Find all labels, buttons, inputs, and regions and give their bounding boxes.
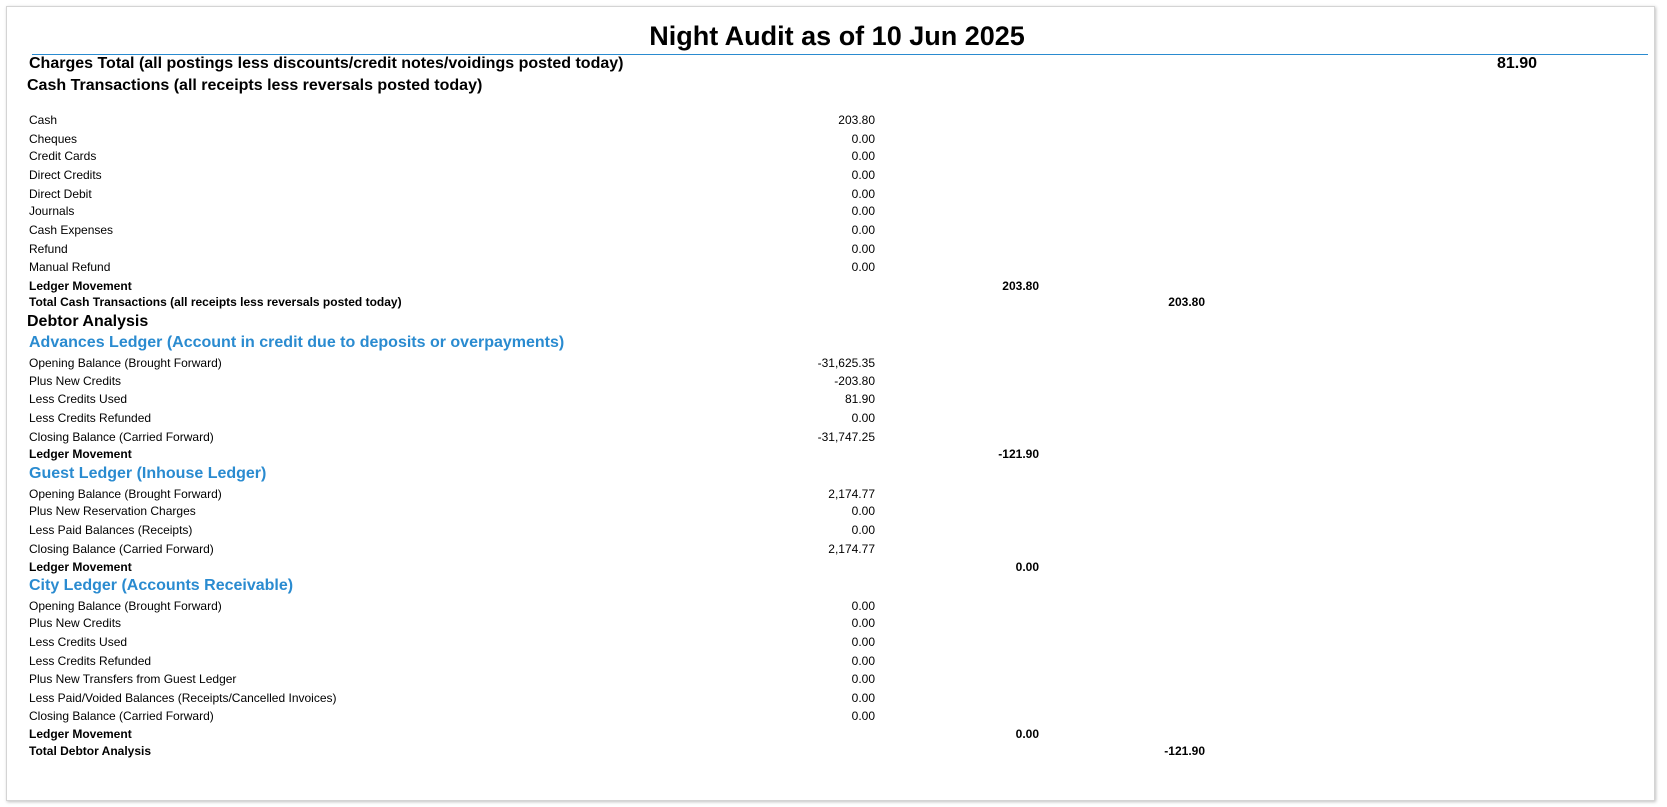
city-ledger-heading: City Ledger (Accounts Receivable) [29, 577, 294, 594]
guest-new-charges-label: Plus New Reservation Charges [29, 504, 196, 518]
city-new-credits-value: 0.00 [851, 616, 875, 630]
advances-ledger-movement-label: Ledger Movement [29, 447, 132, 461]
cash-expenses-value: 0.00 [851, 223, 875, 237]
city-ledger-movement-label: Ledger Movement [29, 727, 132, 741]
charges-total-value: 81.90 [1496, 55, 1537, 72]
city-closing-label: Closing Balance (Carried Forward) [29, 709, 214, 723]
guest-closing-value: 2,174.77 [828, 542, 875, 556]
city-transfers-value: 0.00 [851, 672, 875, 686]
advances-new-credits-value: -203.80 [834, 374, 875, 388]
guest-paid-balances-label: Less Paid Balances (Receipts) [29, 523, 193, 537]
city-ledger-movement-value: 0.00 [1015, 727, 1039, 741]
cash-transactions-heading: Cash Transactions (all receipts less reversals posted today) [27, 77, 483, 94]
cash-ledger-movement-value: 203.80 [1002, 279, 1039, 293]
guest-ledger-heading: Guest Ledger (Inhouse Ledger) [29, 465, 267, 482]
city-transfers-label: Plus New Transfers from Guest Ledger [29, 672, 237, 686]
city-credits-used-label: Less Credits Used [29, 635, 128, 649]
city-closing-value: 0.00 [851, 709, 875, 723]
debtor-total-label: Total Debtor Analysis [29, 744, 152, 758]
city-paid-voided-value: 0.00 [851, 691, 875, 705]
advances-credits-used-label: Less Credits Used [29, 392, 128, 406]
cheques-value: 0.00 [851, 132, 875, 146]
advances-ledger-movement-value: -121.90 [998, 447, 1039, 461]
guest-opening-value: 2,174.77 [828, 487, 875, 501]
credit-cards-value: 0.00 [851, 149, 875, 163]
city-new-credits-label: Plus New Credits [29, 616, 122, 630]
manual-refund-value: 0.00 [851, 260, 875, 274]
cash-total-label: Total Cash Transactions (all receipts less reversals posted today) [29, 295, 402, 309]
advances-new-credits-label: Plus New Credits [29, 374, 122, 388]
charges-total-label: Charges Total (all postings less discounts/credit notes/voidings posted today) [29, 55, 624, 72]
cash-label: Cash [29, 113, 58, 127]
advances-closing-value: -31,747.25 [817, 430, 875, 444]
guest-closing-label: Closing Balance (Carried Forward) [29, 542, 214, 556]
direct-credits-label: Direct Credits [29, 168, 102, 182]
cash-expenses-label: Cash Expenses [29, 223, 114, 237]
city-credits-used-value: 0.00 [851, 635, 875, 649]
guest-ledger-movement-value: 0.00 [1015, 560, 1039, 574]
guest-ledger-movement-label: Ledger Movement [29, 560, 132, 574]
advances-credits-refunded-label: Less Credits Refunded [29, 411, 152, 425]
city-credits-refunded-value: 0.00 [851, 654, 875, 668]
advances-opening-value: -31,625.35 [817, 356, 875, 370]
refund-value: 0.00 [851, 242, 875, 256]
direct-credits-value: 0.00 [851, 168, 875, 182]
guest-new-charges-value: 0.00 [851, 504, 875, 518]
cheques-label: Cheques [29, 132, 78, 146]
advances-opening-label: Opening Balance (Brought Forward) [29, 356, 222, 370]
city-opening-label: Opening Balance (Brought Forward) [29, 599, 222, 613]
manual-refund-label: Manual Refund [29, 260, 111, 274]
debtor-analysis-heading: Debtor Analysis [27, 313, 149, 330]
guest-paid-balances-value: 0.00 [851, 523, 875, 537]
report-title: Night Audit as of 10 Jun 2025 [649, 21, 1025, 51]
advances-credits-used-value: 81.90 [844, 392, 875, 406]
advances-credits-refunded-value: 0.00 [851, 411, 875, 425]
cash-value: 203.80 [838, 113, 875, 127]
city-paid-voided-label: Less Paid/Voided Balances (Receipts/Cancelled Invoices) [29, 691, 337, 705]
report-page [6, 6, 1655, 801]
journals-label: Journals [29, 204, 75, 218]
direct-debit-label: Direct Debit [29, 187, 92, 201]
debtor-total-value: -121.90 [1164, 744, 1205, 758]
advances-closing-label: Closing Balance (Carried Forward) [29, 430, 214, 444]
cash-total-value: 203.80 [1168, 295, 1205, 309]
guest-opening-label: Opening Balance (Brought Forward) [29, 487, 222, 501]
refund-label: Refund [29, 242, 68, 256]
credit-cards-label: Credit Cards [29, 149, 97, 163]
journals-value: 0.00 [851, 204, 875, 218]
direct-debit-value: 0.00 [851, 187, 875, 201]
advances-ledger-heading: Advances Ledger (Account in credit due to deposits or overpayments) [29, 334, 565, 351]
city-opening-value: 0.00 [851, 599, 875, 613]
city-credits-refunded-label: Less Credits Refunded [29, 654, 152, 668]
cash-ledger-movement-label: Ledger Movement [29, 279, 132, 293]
